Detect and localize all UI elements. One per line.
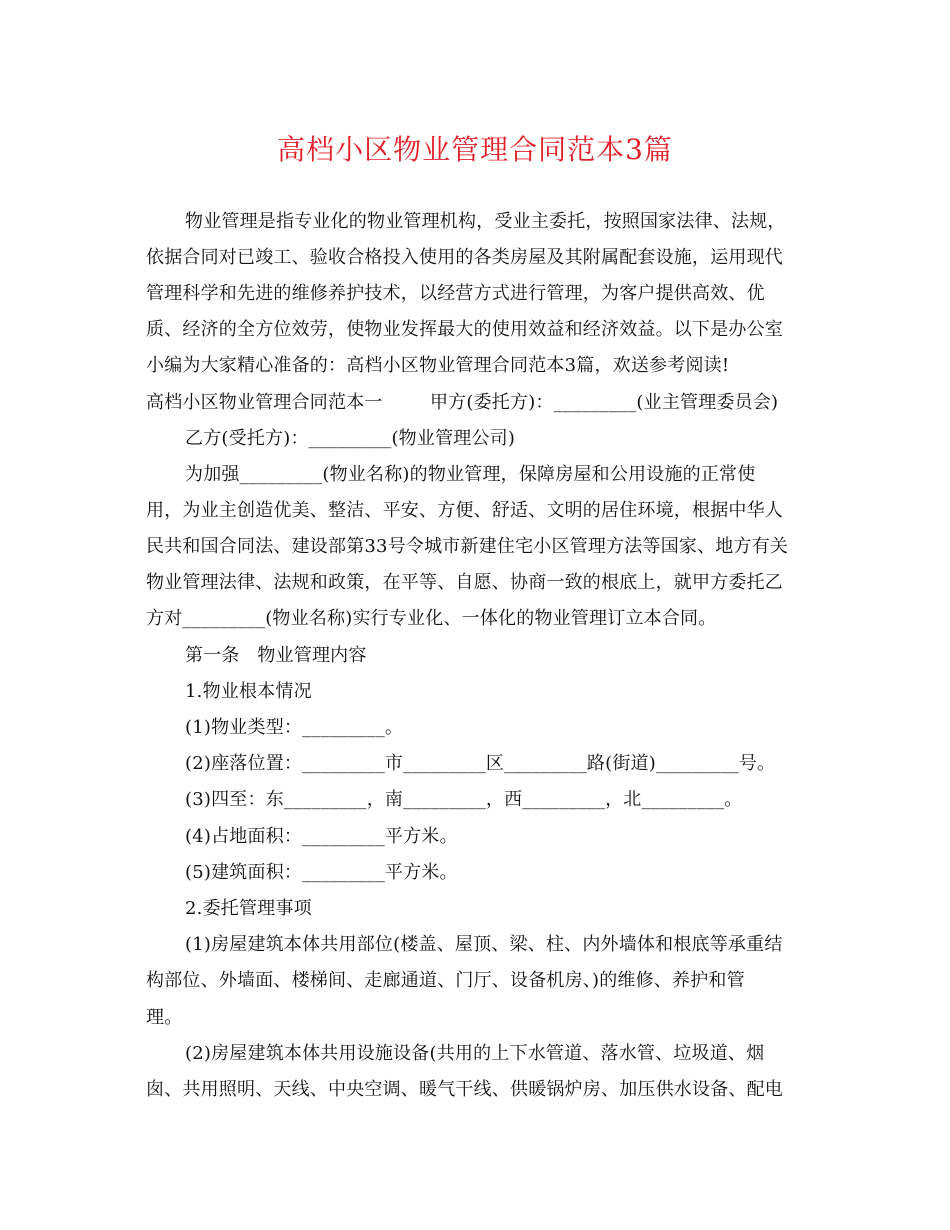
document-title: 高档小区物业管理合同范本3篇 — [277, 133, 673, 166]
section-heading: 第一条 物业管理内容 — [185, 645, 367, 666]
body-line: (1)房屋建筑本体共用部位(楼盖、屋顶、梁、柱、内外墙体和根底等承重结 — [185, 934, 783, 955]
body-line: 依据合同对已竣工、验收合格投入使用的各类房屋及其附属配套设施，运用现代 — [146, 247, 783, 268]
body-line: 囱、共用照明、天线、中央空调、暖气干线、供暖锅炉房、加压供水设备、配电 — [146, 1079, 783, 1100]
body-line: 构部位、外墙面、楼梯间、走廊通道、门厅、设备机房、)的维修、养护和管 — [146, 970, 745, 991]
body-line: 民共和国合同法、建设部第33号令城市新建住宅小区管理方法等国家、地方有关 — [146, 536, 789, 557]
subsection-heading: 2.委托管理事项 — [185, 898, 312, 919]
body-line: 为加强_________(物业名称)的物业管理，保障房屋和公用设施的正常使 — [185, 464, 756, 485]
body-line: (2)房屋建筑本体共用设施设备(共用的上下水管道、落水管、垃圾道、烟 — [185, 1043, 765, 1064]
body-line: (5)建筑面积：_________平方米。 — [185, 862, 458, 883]
body-line: 高档小区物业管理合同范本一 甲方(委托方)：_________(业主管理委员会) — [146, 392, 779, 413]
body-line: 方对_________(物业名称)实行专业化、一体化的物业管理订立本合同。 — [146, 608, 717, 629]
body-line: 物业管理法律、法规和政策，在平等、自愿、协商一致的根底上，就甲方委托乙 — [146, 572, 783, 593]
body-line: 物业管理是指专业化的物业管理机构，受业主委托，按照国家法律、法规， — [185, 211, 786, 232]
body-line: 质、经济的全方位效劳，使物业发挥最大的使用效益和经济效益。以下是办公室 — [146, 319, 783, 340]
body-line: 小编为大家精心准备的：高档小区物业管理合同范本3篇，欢送参考阅读! — [146, 355, 730, 376]
body-line: (4)占地面积：_________平方米。 — [185, 826, 458, 847]
body-line: 乙方(受托方)：_________(物业管理公司) — [185, 428, 516, 449]
body-line: 用，为业主创造优美、整洁、平安、方便、舒适、文明的居住环境，根据中华人 — [146, 500, 783, 521]
body-line: 理。 — [146, 1007, 183, 1028]
subsection-heading: 1.物业根本情况 — [185, 681, 312, 702]
body-line: (3)四至：东_________，南_________，西_________，北_________。 — [185, 789, 743, 810]
body-line: (2)座落位置：_________市_________区_________路(街道)_________号。 — [185, 753, 776, 774]
body-line: 管理科学和先进的维修养护技术，以经营方式进行管理，为客户提供高效、优 — [146, 283, 765, 304]
body-line: (1)物业类型：_________。 — [185, 717, 404, 738]
